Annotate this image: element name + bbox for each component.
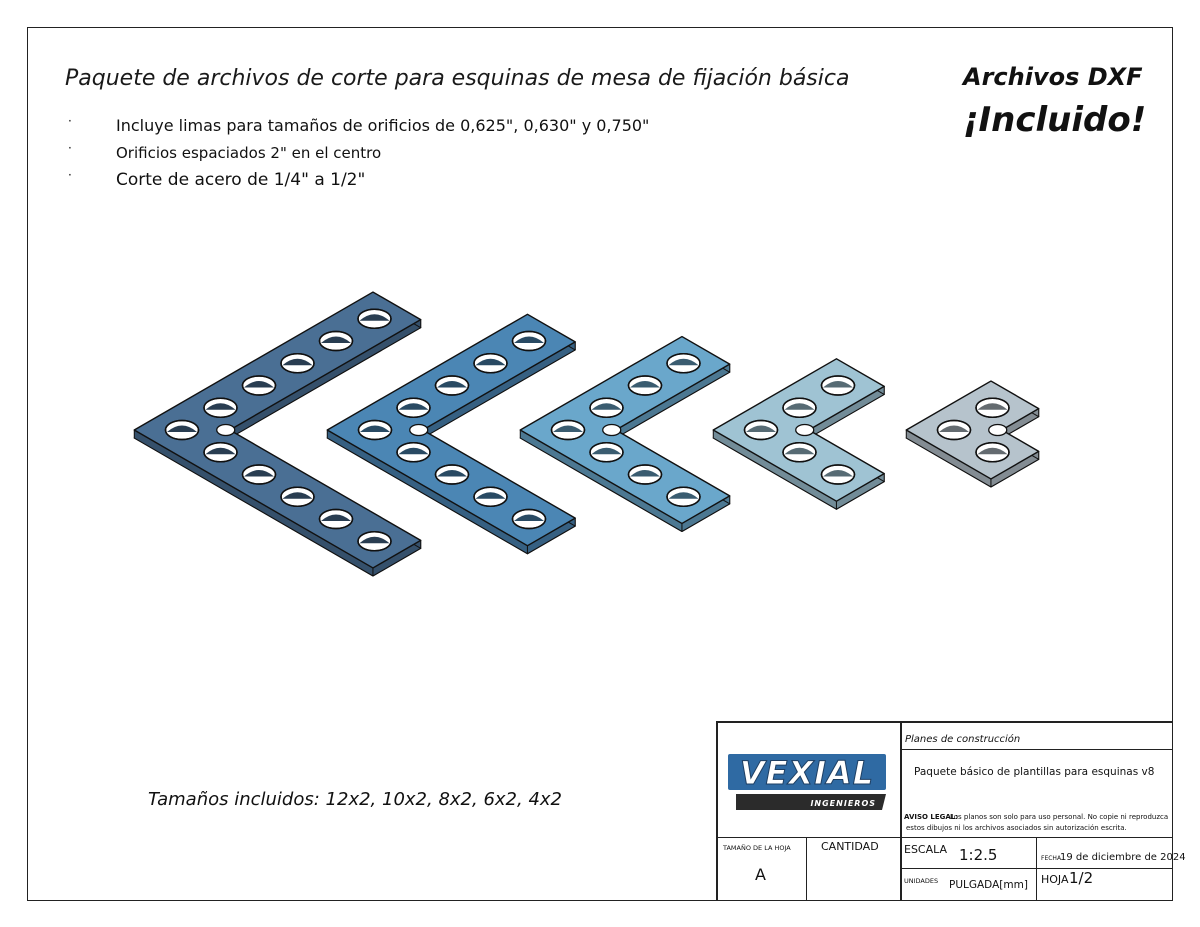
relief-notch <box>410 425 428 436</box>
corner-plate-8x2 <box>520 337 729 532</box>
date-value: 19 de diciembre de 2024 <box>1060 852 1186 863</box>
relief-notch <box>217 425 235 436</box>
svg-text:INGENIEROS: INGENIEROS <box>810 799 876 808</box>
sheet-value: 1/2 <box>1069 869 1094 887</box>
vexial-logo <box>726 752 890 812</box>
bullet-hole-spacing: Orificios espaciados 2" en el centro <box>116 144 382 162</box>
relief-notch <box>603 425 621 436</box>
scale-value: 1:2.5 <box>959 846 998 864</box>
svg-text:VEXIAL: VEXIAL <box>739 754 875 792</box>
corner-plate-6x2 <box>713 359 884 509</box>
bullet-hole-sizes: Incluye limas para tamaños de orificios de 0,625", 0,630" y 0,750" <box>116 116 650 135</box>
scale-label: ESCALA <box>904 843 948 856</box>
dxf-badge-line1: Archivos DXF <box>963 63 1143 91</box>
sheet-label: HOJA <box>1041 873 1069 886</box>
project-name: Paquete básico de plantillas para esquinas v8 <box>914 766 1155 778</box>
relief-notch <box>796 425 814 436</box>
bullet-symbol: · <box>68 114 72 128</box>
bullet-steel-thickness: Corte de acero de 1/4" a 1/2" <box>116 170 366 190</box>
legal-text-2: estos dibujos ni los archivos asociados sin autorización escrita. <box>906 824 1127 832</box>
relief-notch <box>989 425 1007 436</box>
sheet-size-value: A <box>755 865 766 884</box>
page-title: Paquete de archivos de corte para esquinas de mesa de fijación básica <box>65 66 850 91</box>
sizes-note: Tamaños incluidos: 12x2, 10x2, 8x2, 6x2, 4x2 <box>148 789 562 810</box>
bullet-symbol: · <box>68 168 72 182</box>
date-label: FECHA <box>1041 855 1062 862</box>
sheet-size-label: TAMAÑO DE LA HOJA <box>723 844 791 852</box>
units-value: PULGADA[mm] <box>949 879 1028 891</box>
project-label: Planes de construcción <box>905 734 1021 745</box>
bullet-symbol: · <box>68 141 72 155</box>
legal-label: AVISO LEGAL: <box>904 813 959 821</box>
dxf-badge-line2: ¡Incluido! <box>963 100 1147 140</box>
quantity-label: CANTIDAD <box>821 840 879 853</box>
legal-text-1: Los planos son solo para uso personal. No copie ni reproduzca <box>950 813 1169 821</box>
units-label: UNIDADES <box>904 877 939 885</box>
corner-plate-4x2 <box>906 381 1038 487</box>
